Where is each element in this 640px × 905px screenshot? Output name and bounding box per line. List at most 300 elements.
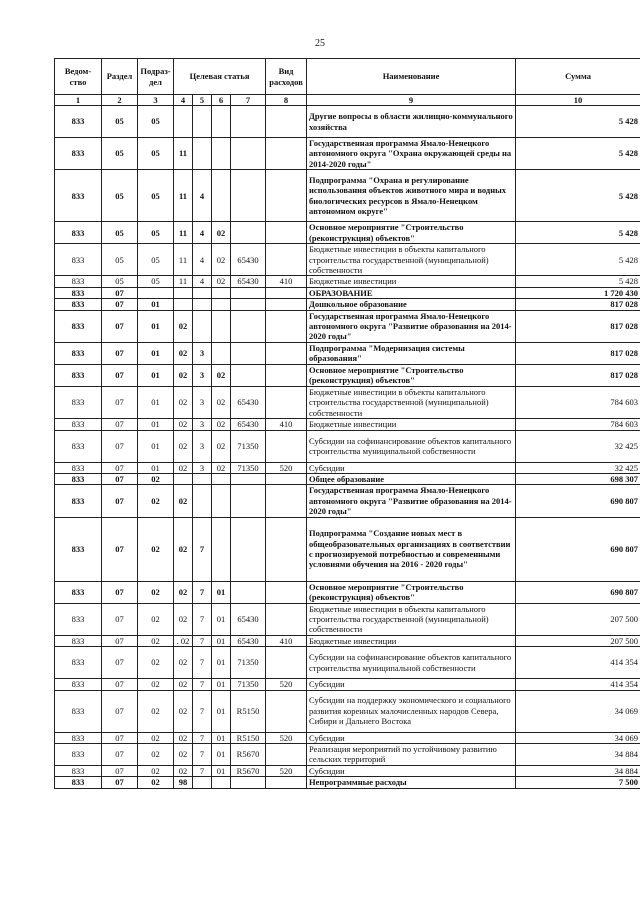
tselevaya-1-cell: 11 <box>174 244 193 276</box>
vedomstvo-cell: 833 <box>55 581 102 603</box>
vedomstvo-cell: 833 <box>55 287 102 298</box>
tselevaya-2-cell <box>193 473 212 484</box>
table-row <box>55 743 640 765</box>
tselevaya-1-cell: 11 <box>174 276 193 287</box>
tselevaya-4-cell: R5150 <box>231 732 266 743</box>
razdel-cell: 05 <box>102 244 138 276</box>
budget-table <box>54 58 640 789</box>
naimenovanie-cell: Бюджетные инвестиции в объекты капитального строительства государственной (муниципальной) собственности <box>307 386 516 418</box>
tselevaya-4-cell: 65430 <box>231 419 266 430</box>
summa-cell: 5 428 <box>516 138 640 170</box>
tselevaya-3-cell: 01 <box>212 647 231 679</box>
summa-cell: 5 428 <box>516 170 640 222</box>
tselevaya-3-cell <box>212 473 231 484</box>
razdel-cell: 07 <box>102 473 138 484</box>
tselevaya-4-cell <box>231 485 266 517</box>
naimenovanie-cell: Основное мероприятие "Строительство (реконструкция) объектов" <box>307 364 516 386</box>
vid-raskhodov-cell <box>266 138 307 170</box>
header-summa: Сумма <box>516 59 640 95</box>
vid-raskhodov-cell <box>266 517 307 581</box>
tselevaya-3-cell <box>212 138 231 170</box>
vedomstvo-cell: 833 <box>55 517 102 581</box>
vedomstvo-cell: 833 <box>55 170 102 222</box>
tselevaya-2-cell <box>193 138 212 170</box>
vedomstvo-cell: 833 <box>55 635 102 646</box>
summa-cell: 414 354 <box>516 647 640 679</box>
vedomstvo-cell: 833 <box>55 647 102 679</box>
naimenovanie-cell: Субсидии <box>307 732 516 743</box>
razdel-cell: 07 <box>102 299 138 310</box>
tselevaya-2-cell: 7 <box>193 517 212 581</box>
tselevaya-4-cell <box>231 777 266 788</box>
table-row <box>55 603 640 635</box>
summa-cell: 817 028 <box>516 342 640 364</box>
podrazdel-cell: 05 <box>138 222 174 244</box>
naimenovanie-cell: Основное мероприятие "Строительство (реконструкция) объектов" <box>307 581 516 603</box>
tselevaya-1-cell: 02 <box>174 732 193 743</box>
naimenovanie-cell: Государственная программа Ямало-Ненецкого автономного округа "Развитие образования на 2014-2020 годы" <box>307 485 516 517</box>
naimenovanie-cell: Дошкольное образование <box>307 299 516 310</box>
podrazdel-cell: 05 <box>138 276 174 287</box>
podrazdel-cell: 05 <box>138 106 174 138</box>
vid-raskhodov-cell <box>266 244 307 276</box>
tselevaya-1-cell: 02 <box>174 517 193 581</box>
tselevaya-2-cell: 3 <box>193 342 212 364</box>
tselevaya-1-cell: 02 <box>174 690 193 732</box>
tselevaya-1-cell: 02 <box>174 743 193 765</box>
podrazdel-cell: 02 <box>138 777 174 788</box>
table-row <box>55 287 640 298</box>
razdel-cell: 07 <box>102 603 138 635</box>
tselevaya-3-cell: 02 <box>212 386 231 418</box>
tselevaya-1-cell: 02 <box>174 386 193 418</box>
tselevaya-2-cell: 7 <box>193 647 212 679</box>
tselevaya-1-cell: 02 <box>174 603 193 635</box>
tselevaya-1-cell: 98 <box>174 777 193 788</box>
tselevaya-2-cell: 4 <box>193 276 212 287</box>
tselevaya-3-cell: 02 <box>212 276 231 287</box>
razdel-cell: 05 <box>102 170 138 222</box>
tselevaya-2-cell: 7 <box>193 679 212 690</box>
tselevaya-1-cell: 11 <box>174 138 193 170</box>
table-row <box>55 276 640 287</box>
naimenovanie-cell: Бюджетные инвестиции <box>307 635 516 646</box>
razdel-cell: 07 <box>102 690 138 732</box>
tselevaya-2-cell: 3 <box>193 419 212 430</box>
table-row <box>55 647 640 679</box>
summa-cell: 32 425 <box>516 430 640 462</box>
column-number: 7 <box>231 95 266 106</box>
razdel-cell: 07 <box>102 386 138 418</box>
razdel-cell: 07 <box>102 743 138 765</box>
naimenovanie-cell: Государственная программа Ямало-Ненецкого автономного округа "Охрана окружающей среды на 2014-2020 годы" <box>307 138 516 170</box>
tselevaya-1-cell: 11 <box>174 222 193 244</box>
tselevaya-2-cell: 7 <box>193 743 212 765</box>
table-row <box>55 679 640 690</box>
tselevaya-4-cell <box>231 299 266 310</box>
tselevaya-2-cell: 4 <box>193 244 212 276</box>
tselevaya-4-cell: 71350 <box>231 430 266 462</box>
naimenovanie-cell: ОБРАЗОВАНИЕ <box>307 287 516 298</box>
naimenovanie-cell: Непрограммные расходы <box>307 777 516 788</box>
vedomstvo-cell: 833 <box>55 765 102 776</box>
tselevaya-2-cell: 4 <box>193 170 212 222</box>
tselevaya-2-cell: 7 <box>193 732 212 743</box>
vid-raskhodov-cell <box>266 743 307 765</box>
tselevaya-4-cell: 71350 <box>231 462 266 473</box>
naimenovanie-cell: Бюджетные инвестиции в объекты капитального строительства государственной (муниципальной) собственности <box>307 244 516 276</box>
podrazdel-cell: 05 <box>138 244 174 276</box>
vid-raskhodov-cell: 410 <box>266 419 307 430</box>
podrazdel-cell: 02 <box>138 690 174 732</box>
razdel-cell: 05 <box>102 138 138 170</box>
tselevaya-4-cell <box>231 364 266 386</box>
tselevaya-4-cell <box>231 473 266 484</box>
tselevaya-2-cell: 7 <box>193 690 212 732</box>
naimenovanie-cell: Субсидии <box>307 765 516 776</box>
table-row <box>55 777 640 788</box>
vid-raskhodov-cell <box>266 581 307 603</box>
vedomstvo-cell: 833 <box>55 430 102 462</box>
vedomstvo-cell: 833 <box>55 743 102 765</box>
tselevaya-3-cell <box>212 342 231 364</box>
vid-raskhodov-cell <box>266 342 307 364</box>
vedomstvo-cell: 833 <box>55 732 102 743</box>
table-row <box>55 517 640 581</box>
tselevaya-4-cell: R5670 <box>231 765 266 776</box>
tselevaya-1-cell: 02 <box>174 679 193 690</box>
tselevaya-1-cell: 02 <box>174 581 193 603</box>
vid-raskhodov-cell: 520 <box>266 679 307 690</box>
tselevaya-1-cell <box>174 299 193 310</box>
vedomstvo-cell: 833 <box>55 244 102 276</box>
vedomstvo-cell: 833 <box>55 386 102 418</box>
podrazdel-cell: 02 <box>138 635 174 646</box>
tselevaya-3-cell <box>212 299 231 310</box>
table-row <box>55 170 640 222</box>
podrazdel-cell: 01 <box>138 386 174 418</box>
summa-cell: 5 428 <box>516 222 640 244</box>
column-number: 2 <box>102 95 138 106</box>
summa-cell: 32 425 <box>516 462 640 473</box>
tselevaya-3-cell: 01 <box>212 581 231 603</box>
tselevaya-4-cell: R5670 <box>231 743 266 765</box>
summa-cell: 817 028 <box>516 299 640 310</box>
vid-raskhodov-cell <box>266 310 307 342</box>
naimenovanie-cell: Другие вопросы в области жилищно-коммунального хозяйства <box>307 106 516 138</box>
razdel-cell: 07 <box>102 310 138 342</box>
tselevaya-4-cell <box>231 222 266 244</box>
header-razdel: Раздел <box>102 59 138 95</box>
razdel-cell: 07 <box>102 517 138 581</box>
naimenovanie-cell: Субсидии на поддержку экономического и социального развития коренных малочисленных народов Севера, Сибири и Дальнего Востока <box>307 690 516 732</box>
table-row <box>55 690 640 732</box>
column-number: 5 <box>193 95 212 106</box>
page-number: 25 <box>315 38 325 49</box>
tselevaya-4-cell: 71350 <box>231 647 266 679</box>
tselevaya-1-cell: 02 <box>174 310 193 342</box>
summa-cell: 1 720 430 <box>516 287 640 298</box>
vedomstvo-cell: 833 <box>55 485 102 517</box>
tselevaya-4-cell: 65430 <box>231 244 266 276</box>
table-row <box>55 222 640 244</box>
tselevaya-1-cell: 02 <box>174 485 193 517</box>
column-number: 9 <box>307 95 516 106</box>
tselevaya-2-cell: 7 <box>193 603 212 635</box>
tselevaya-1-cell: 02 <box>174 342 193 364</box>
tselevaya-2-cell: 4 <box>193 222 212 244</box>
table-row <box>55 106 640 138</box>
tselevaya-1-cell: 02 <box>174 765 193 776</box>
razdel-cell: 07 <box>102 777 138 788</box>
naimenovanie-cell: Подпрограмма "Создание новых мест в общеобразовательных организациях в соответствии с прогнозируемой потребностью и современными условиями обучения на 2016 - 2020 годы" <box>307 517 516 581</box>
tselevaya-1-cell: 02 <box>174 462 193 473</box>
razdel-cell: 07 <box>102 732 138 743</box>
vid-raskhodov-cell <box>266 386 307 418</box>
naimenovanie-cell: Субсидии <box>307 679 516 690</box>
table-row <box>55 386 640 418</box>
tselevaya-2-cell: 3 <box>193 386 212 418</box>
table-row <box>55 310 640 342</box>
header-naimenovanie: Наименование <box>307 59 516 95</box>
tselevaya-2-cell: 3 <box>193 462 212 473</box>
tselevaya-1-cell: 02 <box>174 430 193 462</box>
podrazdel-cell <box>138 287 174 298</box>
tselevaya-4-cell <box>231 170 266 222</box>
vedomstvo-cell: 833 <box>55 299 102 310</box>
vedomstvo-cell: 833 <box>55 364 102 386</box>
naimenovanie-cell: Реализация мероприятий по устойчивому развитию сельских территорий <box>307 743 516 765</box>
tselevaya-4-cell: 65430 <box>231 603 266 635</box>
vedomstvo-cell: 833 <box>55 276 102 287</box>
tselevaya-3-cell: 01 <box>212 743 231 765</box>
naimenovanie-cell: Бюджетные инвестиции <box>307 419 516 430</box>
vid-raskhodov-cell <box>266 473 307 484</box>
summa-cell: 784 603 <box>516 419 640 430</box>
table-row <box>55 473 640 484</box>
tselevaya-4-cell <box>231 287 266 298</box>
vedomstvo-cell: 833 <box>55 462 102 473</box>
table-row <box>55 732 640 743</box>
tselevaya-3-cell: 02 <box>212 244 231 276</box>
vid-raskhodov-cell <box>266 690 307 732</box>
podrazdel-cell: 01 <box>138 310 174 342</box>
vedomstvo-cell: 833 <box>55 777 102 788</box>
tselevaya-1-cell: 02 <box>174 419 193 430</box>
tselevaya-4-cell: R5150 <box>231 690 266 732</box>
column-number: 4 <box>174 95 193 106</box>
summa-cell: 34 069 <box>516 732 640 743</box>
summa-cell: 207 500 <box>516 603 640 635</box>
tselevaya-2-cell: 7 <box>193 635 212 646</box>
summa-cell: 817 028 <box>516 364 640 386</box>
summa-cell: 207 500 <box>516 635 640 646</box>
tselevaya-3-cell: 02 <box>212 364 231 386</box>
naimenovanie-cell: Субсидии на софинансирование объектов капитального строительства муниципальной собственности <box>307 430 516 462</box>
summa-cell: 784 603 <box>516 386 640 418</box>
tselevaya-1-cell: . 02 <box>174 635 193 646</box>
summa-cell: 5 428 <box>516 244 640 276</box>
podrazdel-cell: 01 <box>138 419 174 430</box>
vid-raskhodov-cell <box>266 364 307 386</box>
vedomstvo-cell: 833 <box>55 473 102 484</box>
tselevaya-3-cell: 01 <box>212 635 231 646</box>
header-vedomstvo: Ведом-ство <box>55 59 102 95</box>
razdel-cell: 07 <box>102 419 138 430</box>
naimenovanie-cell: Государственная программа Ямало-Ненецкого автономного округа "Развитие образования на 2014-2020 годы" <box>307 310 516 342</box>
summa-cell: 690 807 <box>516 517 640 581</box>
tselevaya-4-cell <box>231 106 266 138</box>
tselevaya-2-cell <box>193 777 212 788</box>
summa-cell: 7 500 <box>516 777 640 788</box>
podrazdel-cell: 02 <box>138 647 174 679</box>
tselevaya-3-cell <box>212 517 231 581</box>
podrazdel-cell: 02 <box>138 517 174 581</box>
table-body <box>55 106 640 789</box>
razdel-cell: 07 <box>102 364 138 386</box>
vid-raskhodov-cell <box>266 485 307 517</box>
podrazdel-cell: 02 <box>138 732 174 743</box>
tselevaya-4-cell <box>231 517 266 581</box>
tselevaya-3-cell <box>212 106 231 138</box>
podrazdel-cell: 02 <box>138 603 174 635</box>
summa-cell: 690 807 <box>516 581 640 603</box>
summa-cell: 690 807 <box>516 485 640 517</box>
tselevaya-2-cell: 3 <box>193 364 212 386</box>
naimenovanie-cell: Бюджетные инвестиции в объекты капитального строительства государственной (муниципальной) собственности <box>307 603 516 635</box>
table-row <box>55 485 640 517</box>
vid-raskhodov-cell <box>266 430 307 462</box>
razdel-cell: 07 <box>102 342 138 364</box>
podrazdel-cell: 01 <box>138 342 174 364</box>
tselevaya-1-cell <box>174 473 193 484</box>
tselevaya-2-cell: 7 <box>193 581 212 603</box>
vid-raskhodov-cell: 520 <box>266 732 307 743</box>
vid-raskhodov-cell <box>266 777 307 788</box>
naimenovanie-cell: Основное мероприятие "Строительство (реконструкция) объектов" <box>307 222 516 244</box>
razdel-cell: 05 <box>102 276 138 287</box>
vid-raskhodov-cell: 520 <box>266 765 307 776</box>
podrazdel-cell: 02 <box>138 765 174 776</box>
tselevaya-3-cell: 01 <box>212 690 231 732</box>
header-row <box>55 59 640 95</box>
vedomstvo-cell: 833 <box>55 679 102 690</box>
summa-cell: 698 307 <box>516 473 640 484</box>
summa-cell: 5 428 <box>516 276 640 287</box>
razdel-cell: 05 <box>102 222 138 244</box>
tselevaya-4-cell <box>231 310 266 342</box>
podrazdel-cell: 05 <box>138 138 174 170</box>
tselevaya-4-cell: 65430 <box>231 276 266 287</box>
vid-raskhodov-cell: 520 <box>266 462 307 473</box>
tselevaya-3-cell: 01 <box>212 732 231 743</box>
header-vid-raskhodov: Вид расходов <box>266 59 307 95</box>
header-podrazdel: Подраз-дел <box>138 59 174 95</box>
podrazdel-cell: 02 <box>138 581 174 603</box>
tselevaya-1-cell: 02 <box>174 364 193 386</box>
vid-raskhodov-cell <box>266 647 307 679</box>
summa-cell: 34 069 <box>516 690 640 732</box>
header-tselevaya-statya: Целевая статья <box>174 59 266 95</box>
summa-cell: 5 428 <box>516 106 640 138</box>
naimenovanie-cell: Бюджетные инвестиции <box>307 276 516 287</box>
tselevaya-2-cell: 3 <box>193 430 212 462</box>
tselevaya-3-cell: 01 <box>212 603 231 635</box>
column-number: 6 <box>212 95 231 106</box>
podrazdel-cell: 01 <box>138 364 174 386</box>
razdel-cell: 07 <box>102 679 138 690</box>
table-row <box>55 419 640 430</box>
razdel-cell: 07 <box>102 581 138 603</box>
podrazdel-cell: 01 <box>138 462 174 473</box>
table-row <box>55 342 640 364</box>
naimenovanie-cell: Подпрограмма "Модернизация системы образования" <box>307 342 516 364</box>
tselevaya-4-cell <box>231 581 266 603</box>
vedomstvo-cell: 833 <box>55 138 102 170</box>
vedomstvo-cell: 833 <box>55 222 102 244</box>
tselevaya-2-cell <box>193 485 212 517</box>
vedomstvo-cell: 833 <box>55 419 102 430</box>
vid-raskhodov-cell <box>266 299 307 310</box>
table-row <box>55 581 640 603</box>
razdel-cell: 07 <box>102 635 138 646</box>
tselevaya-3-cell <box>212 777 231 788</box>
tselevaya-2-cell: 7 <box>193 765 212 776</box>
table-row <box>55 299 640 310</box>
naimenovanie-cell: Подпрограмма "Охрана и регулирование использования объектов животного мира и водных биологических ресурсов в Ямало-Ненецком автономном округе" <box>307 170 516 222</box>
tselevaya-2-cell <box>193 106 212 138</box>
summa-cell: 34 884 <box>516 765 640 776</box>
vid-raskhodov-cell <box>266 106 307 138</box>
vedomstvo-cell: 833 <box>55 310 102 342</box>
razdel-cell: 05 <box>102 106 138 138</box>
table-row <box>55 635 640 646</box>
vedomstvo-cell: 833 <box>55 106 102 138</box>
tselevaya-3-cell <box>212 310 231 342</box>
razdel-cell: 07 <box>102 430 138 462</box>
tselevaya-1-cell <box>174 106 193 138</box>
vid-raskhodov-cell: 410 <box>266 276 307 287</box>
tselevaya-1-cell: 02 <box>174 647 193 679</box>
podrazdel-cell: 02 <box>138 485 174 517</box>
tselevaya-4-cell: 65430 <box>231 635 266 646</box>
column-number: 1 <box>55 95 102 106</box>
vid-raskhodov-cell <box>266 603 307 635</box>
tselevaya-3-cell: 02 <box>212 430 231 462</box>
vid-raskhodov-cell <box>266 287 307 298</box>
podrazdel-cell: 01 <box>138 299 174 310</box>
column-number: 8 <box>266 95 307 106</box>
vedomstvo-cell: 833 <box>55 690 102 732</box>
podrazdel-cell: 02 <box>138 679 174 690</box>
tselevaya-2-cell <box>193 299 212 310</box>
summa-cell: 34 884 <box>516 743 640 765</box>
naimenovanie-cell: Субсидии <box>307 462 516 473</box>
vedomstvo-cell: 833 <box>55 603 102 635</box>
tselevaya-3-cell <box>212 170 231 222</box>
summa-cell: 414 354 <box>516 679 640 690</box>
podrazdel-cell: 05 <box>138 170 174 222</box>
naimenovanie-cell: Субсидии на софинансирование объектов капитального строительства муниципальной собственности <box>307 647 516 679</box>
tselevaya-4-cell <box>231 342 266 364</box>
table-row <box>55 244 640 276</box>
table-row <box>55 138 640 170</box>
podrazdel-cell: 02 <box>138 743 174 765</box>
tselevaya-3-cell: 01 <box>212 765 231 776</box>
table-row <box>55 364 640 386</box>
vid-raskhodov-cell: 410 <box>266 635 307 646</box>
podrazdel-cell: 01 <box>138 430 174 462</box>
